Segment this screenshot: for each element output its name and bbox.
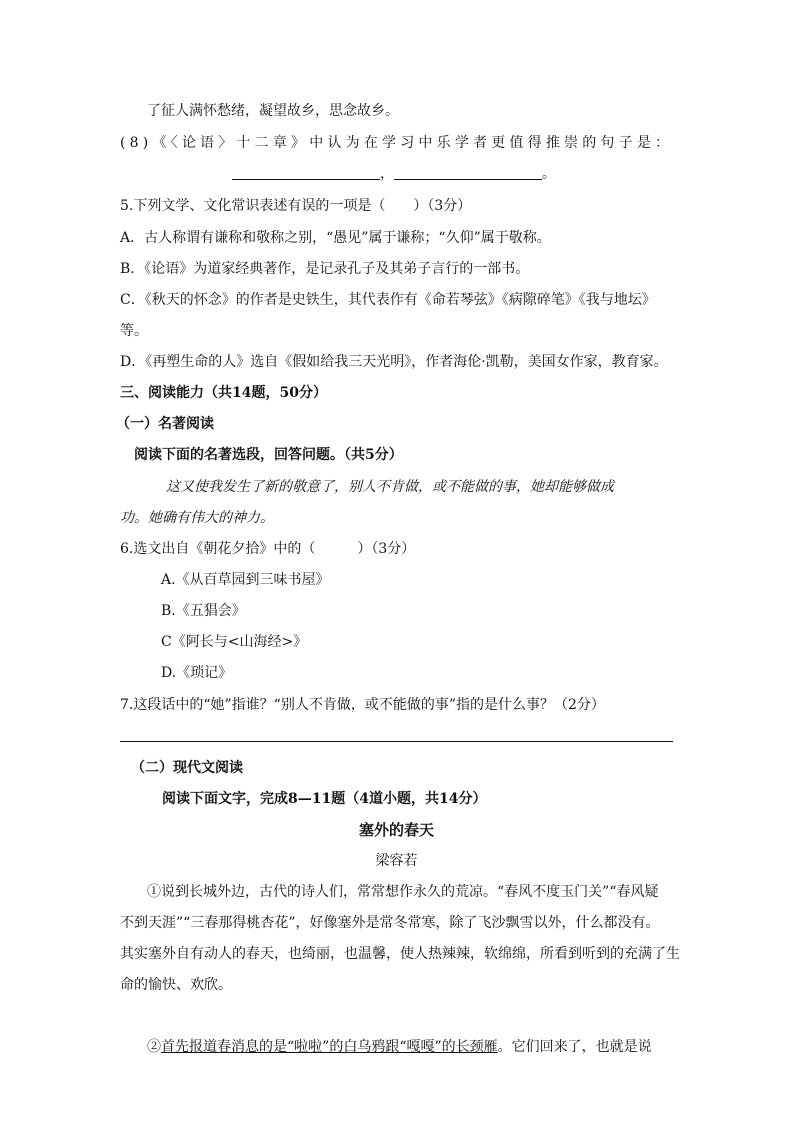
question-8: (8)《〈论语〉十二章》中认为在学习中乐学者更值得推崇的句子是：: [120, 135, 674, 151]
article-author: 梁容若: [375, 853, 418, 869]
option-6d: D.《琐记》: [161, 665, 233, 681]
paragraph-number: ②: [147, 1039, 161, 1055]
question-5: 5.下列文学、文化常识表述有误的一项是（ ）（3分）: [120, 198, 472, 214]
option-5d: D．《再塑生命的人》选自《假如给我三天光明》，作者海伦·凯勒，美国女作家，教育家。: [120, 354, 668, 370]
answer-blank: [394, 165, 542, 180]
option-6b: B.《五猖会》: [161, 603, 246, 619]
excerpt-line: 这又使我发生了新的敬意了，别人不肯做，或不能做的事，她却能够做成: [166, 479, 614, 495]
paragraph-line: ①说到长城外边，古代的诗人们，常常想作永久的荒凉。“春风不度玉门关”“春风疑: [147, 884, 659, 900]
paragraph-line: 其实塞外自有动人的春天，也绮丽，也温馨，使人热辣辣，软绵绵，所看到听到的充满了生: [120, 946, 680, 962]
article-title: 塞外的春天: [358, 821, 434, 839]
option-5b: B．《论语》为道家经典著作，是记录孔子及其弟子言行的一部书。: [120, 261, 530, 277]
answer-line: [120, 741, 673, 742]
paragraph-line: 命的愉快、欢欣。: [120, 977, 232, 993]
paragraph-text: 。它们回来了，也就是说: [497, 1039, 652, 1055]
text-line: 了征人满怀愁绪，凝望故乡，思念故乡。: [147, 103, 399, 119]
paragraph-line: 不到天涯”“三春那得桃杏花”，好像塞外是常冬常寒，除了飞沙飘雪以外，什么都没有。: [120, 915, 660, 931]
subsection-2-heading: （二）现代文阅读: [131, 760, 243, 776]
instruction-2: 阅读下面文字，完成8—11题（4道小题，共14分）: [162, 791, 487, 807]
blank-separator: ，: [380, 166, 394, 182]
section-3-heading: 三、阅读能力（共14题，50分）: [120, 385, 327, 401]
option-5a: A．古人称谓有谦称和敬称之别，“愚见”属于谦称；“久仰”属于敬称。: [120, 230, 551, 246]
option-6a: A.《从百草园到三味书屋》: [161, 572, 330, 588]
excerpt-line: 功。她确有伟大的神力。: [120, 510, 274, 526]
subsection-1-heading: （一）名著阅读: [116, 416, 214, 432]
answer-blank: [232, 165, 380, 180]
instruction-1: 阅读下面的名著选段，回答问题。（共5分）: [134, 447, 403, 463]
underlined-sentence: 首先报道春消息的是“啦啦”的白乌鸦跟“嘎嘎”的长颈雁: [161, 1039, 498, 1055]
question-6: 6.选文出自《朝花夕拾》中的（ ）（3分）: [120, 541, 416, 557]
answer-blanks: [232, 164, 556, 184]
option-5c-cont: 等。: [120, 323, 148, 339]
paragraph-line: [147, 1037, 652, 1057]
option-6c: C《阿长与<山海经>》: [161, 634, 308, 650]
question-7: 7.这段话中的“她”指谁？“别人不肯做，或不能做的事”指的是什么事？（2分）: [120, 697, 605, 713]
blank-end: 。: [542, 166, 556, 182]
option-5c: C．《秋天的怀念》的作者是史铁生，其代表作有《命若琴弦》《病隙碎笔》《我与地坛》: [120, 292, 656, 308]
